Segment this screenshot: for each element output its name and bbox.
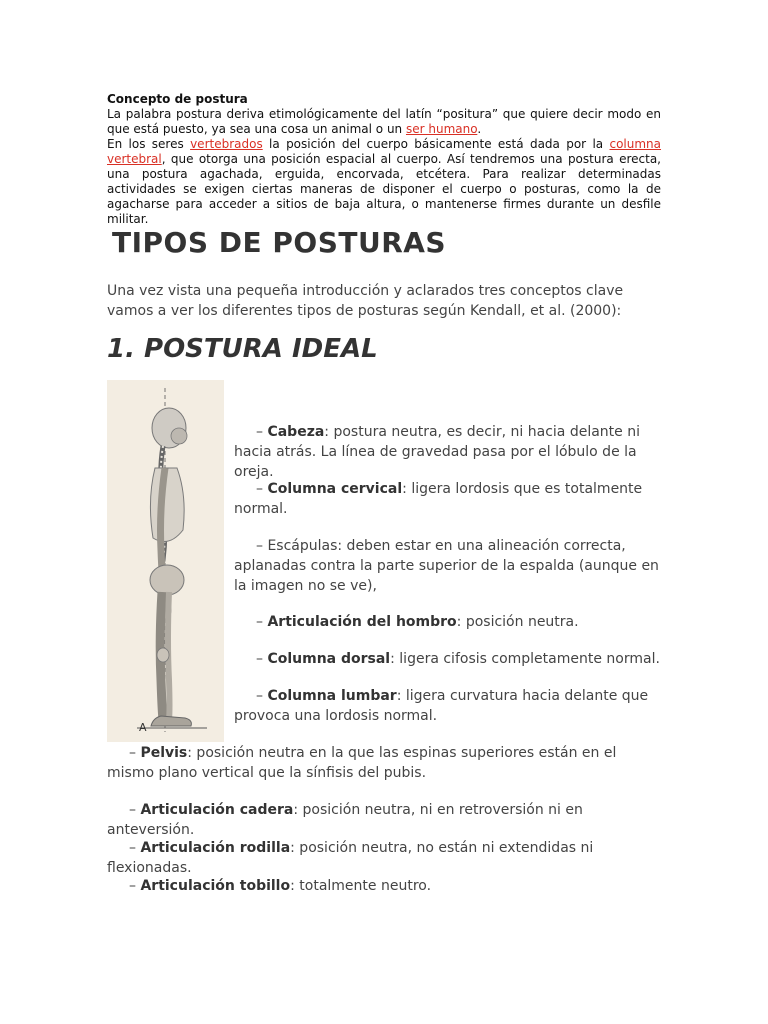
intro-text: .: [477, 122, 482, 136]
term-pelvis: Pelvis: [140, 745, 188, 761]
term-columna-cervical: Columna cervical: [267, 481, 403, 497]
text-articulacion-hombro: : posición neutra.: [456, 614, 579, 630]
lead-paragraph: Una vez vista una pequeña introducción y aclarados tres conceptos clave vamos a ver los diferentes tipos de posturas según Kendall, et al. (2000):: [107, 283, 624, 319]
heading-tipos-de-posturas: TIPOS DE POSTURAS: [112, 226, 447, 259]
term-cabeza: Cabeza: [267, 424, 325, 440]
item-cabeza: [234, 422, 664, 482]
intro-text: La palabra postura deriva etimológicamente del latín “positura” que quiere decir modo en que está puesto, ya sea una cosa un animal o un: [107, 107, 661, 136]
item-articulacion-rodilla: [107, 838, 667, 878]
dash: –: [129, 745, 141, 761]
term-columna-dorsal: Columna dorsal: [267, 651, 391, 667]
intro-section: [107, 92, 661, 227]
dash: –: [129, 840, 141, 856]
skeleton-illustration: [107, 380, 224, 742]
text-pelvis: : posición neutra en la que las espinas superiores están en el mismo plano vertical que la sínfisis del pubis.: [107, 745, 617, 781]
text-articulacion-tobillo: : totalmente neutro.: [290, 878, 432, 894]
dash: –: [256, 651, 268, 667]
item-articulacion-cadera: [107, 800, 667, 840]
item-columna-lumbar: [234, 686, 664, 726]
dash: –: [129, 802, 141, 818]
text-columna-dorsal: : ligera cifosis completamente normal.: [390, 651, 660, 667]
term-columna-lumbar: Columna lumbar: [267, 688, 397, 704]
term-articulacion-hombro: Articulación del hombro: [267, 614, 457, 630]
item-columna-cervical: [234, 479, 664, 519]
intro-paragraph-2: [107, 137, 661, 227]
text-articulacion-rodilla: : posición neutra, no están ni extendidas ni flexionadas.: [107, 840, 594, 876]
item-columna-dorsal: [234, 649, 664, 669]
intro-text: En los seres: [107, 137, 191, 151]
link-ser-humano[interactable]: ser humano: [405, 122, 478, 136]
intro-title: Concepto de postura: [107, 92, 248, 106]
text-cabeza: : postura neutra, es decir, ni hacia delante ni hacia atrás. La línea de gravedad pasa por el lóbulo de la oreja.: [234, 424, 640, 480]
dash: –: [256, 424, 268, 440]
item-pelvis: [107, 743, 667, 783]
figure-label: A: [139, 721, 147, 734]
text-columna-cervical: : ligera lordosis que es totalmente normal.: [234, 481, 643, 517]
dash: –: [256, 688, 268, 704]
posture-skeleton-image: [107, 380, 224, 742]
intro-paragraph-1: [107, 107, 661, 137]
link-vertebrados[interactable]: vertebrados: [190, 137, 263, 151]
item-escapulas: [234, 536, 664, 596]
text-escapulas: – Escápulas: deben estar en una alineación correcta, aplanadas contra la parte superior de la espalda (aunque en la imagen no se ve),: [234, 538, 659, 594]
heading-postura-ideal: 1. POSTURA IDEAL: [107, 334, 378, 364]
term-articulacion-tobillo: Articulación tobillo: [140, 878, 291, 894]
text-columna-lumbar: : ligera curvatura hacia delante que provoca una lordosis normal.: [234, 688, 649, 724]
dash: –: [256, 481, 268, 497]
text-articulacion-cadera: : posición neutra, ni en retroversión ni en anteversión.: [107, 802, 583, 838]
item-articulacion-tobillo: [107, 876, 667, 896]
intro-text: la posición del cuerpo básicamente está dada por la: [262, 137, 610, 151]
dash: –: [129, 878, 141, 894]
item-articulacion-hombro: [234, 612, 664, 632]
term-articulacion-rodilla: Articulación rodilla: [140, 840, 291, 856]
link-columna-vertebral[interactable]: columna vertebral: [107, 137, 662, 166]
term-articulacion-cadera: Articulación cadera: [140, 802, 294, 818]
dash: –: [256, 614, 268, 630]
intro-text: , que otorga una posición espacial al cuerpo. Así tendremos una postura erecta, una postura agachada, erguida, encorvada, etcétera. Para realizar determinadas actividades se exigen ciertas maneras de disponer el cuerpo o posturas, como la de agacharse para acceder a sitios de baja altura, o mantenerse firmes durante un desfile militar.: [107, 152, 661, 226]
